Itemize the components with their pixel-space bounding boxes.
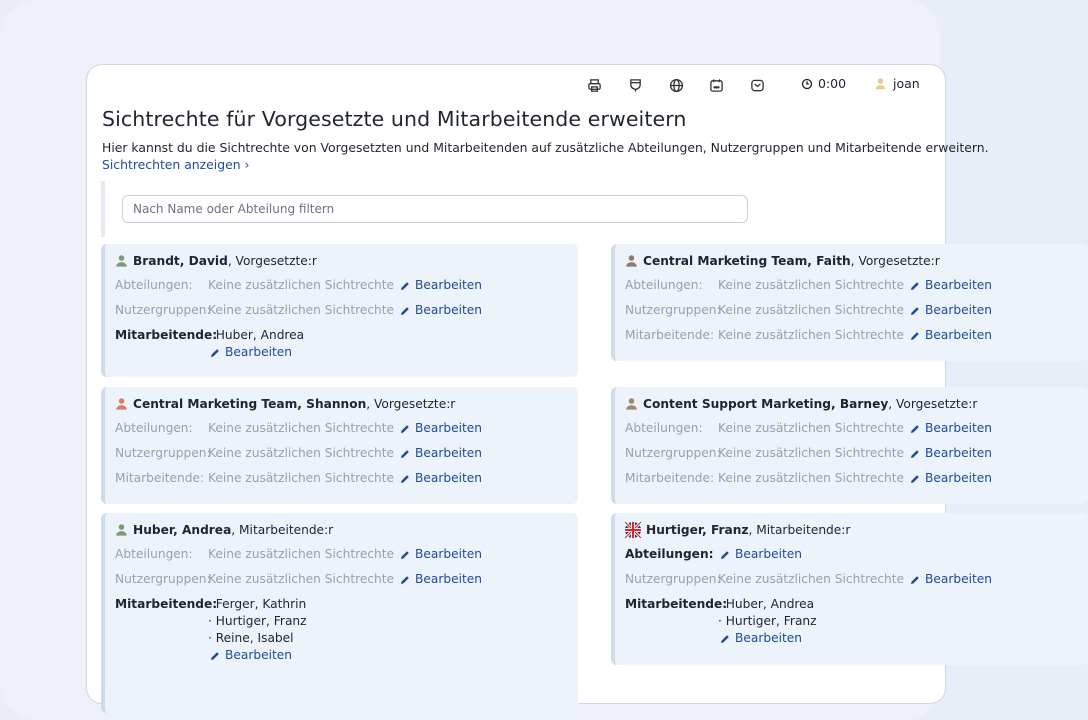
- employees-label: Mitarbeitende:: [625, 328, 715, 342]
- employees-row: [625, 327, 1078, 344]
- user-groups-row: [115, 571, 568, 588]
- intro-text: Hier kannst du die Sichtrechte von Vorgesetzten und Mitarbeitenden auf zusätzliche Abteilungen, Nutzergruppen und Mitarbeitende erweitern.: [102, 140, 989, 155]
- user-card: [101, 387, 578, 504]
- employees-label: Mitarbeitende:: [115, 597, 218, 611]
- person-icon: [625, 254, 638, 267]
- pencil-icon: [400, 550, 410, 560]
- edit-user-groups-button[interactable]: Bearbeiten: [400, 571, 482, 588]
- employees-list: [718, 596, 817, 647]
- departments-value: Keine zusätzlichen Sichtrechte: [208, 547, 395, 561]
- user-card: [611, 513, 1088, 665]
- user-role: , Mitarbeitende:r: [231, 522, 334, 537]
- pencil-icon: [400, 575, 410, 585]
- departments-value: Keine zusätzlichen Sichtrechte: [718, 278, 905, 292]
- edit-user-groups-button[interactable]: Bearbeiten: [910, 445, 992, 462]
- departments-row: [115, 546, 568, 563]
- user-groups-label: Nutzergruppen:: [625, 303, 721, 317]
- employee-item: · Hurtiger, Franz: [208, 614, 307, 628]
- card-header: [115, 395, 568, 412]
- user-groups-label: Nutzergruppen:: [625, 446, 721, 460]
- clock-icon: [801, 78, 813, 90]
- card-header: [625, 521, 1078, 538]
- employee-item: · Huber, Andrea: [718, 597, 815, 611]
- show-rights-link[interactable]: Sichtrechten anzeigen ›: [102, 157, 250, 172]
- uk-flag-icon: [625, 522, 641, 538]
- departments-label: Abteilungen:: [625, 547, 714, 561]
- user-card: [611, 387, 1088, 504]
- user-role: , Vorgesetzte:r: [227, 253, 317, 268]
- user-groups-value: Keine zusätzlichen Sichtrechte: [208, 303, 395, 317]
- edit-user-groups-button[interactable]: Bearbeiten: [400, 445, 482, 462]
- printer-icon[interactable]: [586, 77, 602, 93]
- pencil-icon: [910, 331, 920, 341]
- edit-employees-button[interactable]: Bearbeiten: [210, 344, 304, 361]
- user-role: , Vorgesetzte:r: [366, 396, 456, 411]
- user-groups-row: [115, 445, 568, 462]
- edit-user-groups-button[interactable]: Bearbeiten: [910, 571, 992, 588]
- user-name: Content Support Marketing, Barney: [643, 396, 889, 411]
- user-groups-row: [625, 445, 1078, 462]
- pencil-icon: [400, 449, 410, 459]
- user-groups-value: Keine zusätzlichen Sichtrechte: [718, 303, 905, 317]
- departments-row: [625, 420, 1078, 437]
- person-icon: [115, 523, 128, 536]
- pencil-icon: [910, 306, 920, 316]
- person-icon: [115, 254, 128, 267]
- time-tracker[interactable]: [801, 76, 846, 91]
- user-groups-value: Keine zusätzlichen Sichtrechte: [208, 572, 395, 586]
- departments-row: [115, 420, 568, 437]
- card-header: [625, 252, 1078, 269]
- user-role: , Vorgesetzte:r: [888, 396, 978, 411]
- user-name: Brandt, David: [133, 253, 228, 268]
- edit-employees-button[interactable]: Bearbeiten: [910, 327, 992, 344]
- departments-value: Keine zusätzlichen Sichtrechte: [208, 278, 395, 292]
- globe-icon[interactable]: [668, 77, 684, 93]
- user-card: [611, 244, 1088, 361]
- employees-row: [115, 470, 568, 487]
- user-name: joan: [893, 76, 920, 91]
- employee-item: · Ferger, Kathrin: [208, 597, 307, 611]
- employees-row: [115, 327, 568, 361]
- edit-departments-button[interactable]: Bearbeiten: [910, 420, 992, 437]
- user-groups-label: Nutzergruppen:: [115, 303, 211, 317]
- departments-label: Abteilungen:: [115, 278, 193, 292]
- employees-row: [115, 596, 568, 664]
- departments-row: [625, 277, 1078, 294]
- user-groups-value: Keine zusätzlichen Sichtrechte: [208, 446, 395, 460]
- employees-label: Mitarbeitende:: [115, 471, 205, 485]
- employees-label: Mitarbeitende:: [115, 328, 218, 342]
- employees-list: [208, 327, 304, 361]
- employees-label: Mitarbeitende:: [625, 471, 715, 485]
- pencil-icon: [400, 281, 410, 291]
- user-name: Huber, Andrea: [133, 522, 232, 537]
- user-avatar-icon: [874, 77, 887, 90]
- user-name: Central Marketing Team, Shannon: [133, 396, 367, 411]
- pencil-icon: [720, 634, 730, 644]
- card-header: [115, 252, 568, 269]
- edit-user-groups-button[interactable]: Bearbeiten: [400, 302, 482, 319]
- employees-value: Keine zusätzlichen Sichtrechte: [208, 471, 395, 485]
- employees-label: Mitarbeitende:: [625, 597, 728, 611]
- departments-label: Abteilungen:: [625, 421, 703, 435]
- departments-label: Abteilungen:: [625, 278, 703, 292]
- user-groups-label: Nutzergruppen:: [625, 572, 721, 586]
- employees-row: [625, 596, 1078, 647]
- pencil-icon: [910, 575, 920, 585]
- user-card: [101, 513, 578, 713]
- departments-value: Keine zusätzlichen Sichtrechte: [718, 421, 905, 435]
- timer-value: 0:00: [818, 76, 847, 91]
- pencil-icon: [400, 424, 410, 434]
- employee-item: · Hurtiger, Franz: [718, 614, 817, 628]
- departments-row: [115, 277, 568, 294]
- pencil-icon: [910, 449, 920, 459]
- pencil-icon: [210, 651, 220, 661]
- departments-value: Keine zusätzlichen Sichtrechte: [208, 421, 395, 435]
- filter-section: [101, 181, 761, 237]
- edit-employees-button[interactable]: Bearbeiten: [720, 630, 817, 647]
- edit-departments-button[interactable]: Bearbeiten: [400, 546, 482, 563]
- cup-icon[interactable]: [627, 77, 643, 93]
- calendar-icon[interactable]: [708, 77, 724, 93]
- employees-row: [625, 470, 1078, 487]
- pencil-icon: [720, 550, 730, 560]
- edit-employees-button[interactable]: Bearbeiten: [910, 470, 992, 487]
- employees-list: [208, 596, 307, 664]
- edit-employees-button[interactable]: Bearbeiten: [400, 470, 482, 487]
- user-role: , Vorgesetzte:r: [850, 253, 940, 268]
- user-groups-label: Nutzergruppen:: [115, 446, 211, 460]
- departments-row: [625, 546, 1078, 563]
- user-name: Central Marketing Team, Faith: [643, 253, 851, 268]
- top-bar: [87, 65, 945, 105]
- pencil-icon: [910, 424, 920, 434]
- pencil-icon: [400, 474, 410, 484]
- page-title: Sichtrechte für Vorgesetzte und Mitarbeitende erweitern: [102, 107, 687, 131]
- user-groups-label: Nutzergruppen:: [115, 572, 211, 586]
- employees-value: Keine zusätzlichen Sichtrechte: [718, 471, 905, 485]
- filter-input[interactable]: [122, 195, 748, 223]
- pencil-icon: [400, 306, 410, 316]
- departments-label: Abteilungen:: [115, 421, 193, 435]
- pencil-icon: [910, 281, 920, 291]
- user-card: [101, 244, 578, 377]
- user-groups-row: [115, 302, 568, 319]
- card-header: [625, 395, 1078, 412]
- user-menu[interactable]: [874, 76, 920, 91]
- edit-departments-button[interactable]: Bearbeiten: [400, 277, 482, 294]
- pencil-icon: [910, 474, 920, 484]
- intro-text-block: [102, 139, 989, 173]
- inbox-icon[interactable]: [749, 77, 765, 93]
- user-role: , Mitarbeitende:r: [748, 522, 851, 537]
- user-groups-row: [625, 571, 1078, 588]
- departments-label: Abteilungen:: [115, 547, 193, 561]
- app-window: [86, 64, 993, 704]
- pencil-icon: [210, 348, 220, 358]
- edit-departments-button[interactable]: Bearbeiten: [910, 277, 992, 294]
- edit-employees-button[interactable]: Bearbeiten: [210, 647, 307, 664]
- employee-item: · Huber, Andrea: [208, 328, 305, 342]
- person-icon: [625, 397, 638, 410]
- user-groups-row: [625, 302, 1078, 319]
- user-groups-value: Keine zusätzlichen Sichtrechte: [718, 572, 905, 586]
- edit-user-groups-button[interactable]: Bearbeiten: [910, 302, 992, 319]
- edit-departments-button[interactable]: Bearbeiten: [720, 546, 802, 563]
- user-groups-value: Keine zusätzlichen Sichtrechte: [718, 446, 905, 460]
- card-header: [115, 521, 568, 538]
- employee-item: · Reine, Isabel: [208, 631, 294, 645]
- edit-departments-button[interactable]: Bearbeiten: [400, 420, 482, 437]
- person-icon: [115, 397, 128, 410]
- user-name: Hurtiger, Franz: [646, 522, 749, 537]
- employees-value: Keine zusätzlichen Sichtrechte: [718, 328, 905, 342]
